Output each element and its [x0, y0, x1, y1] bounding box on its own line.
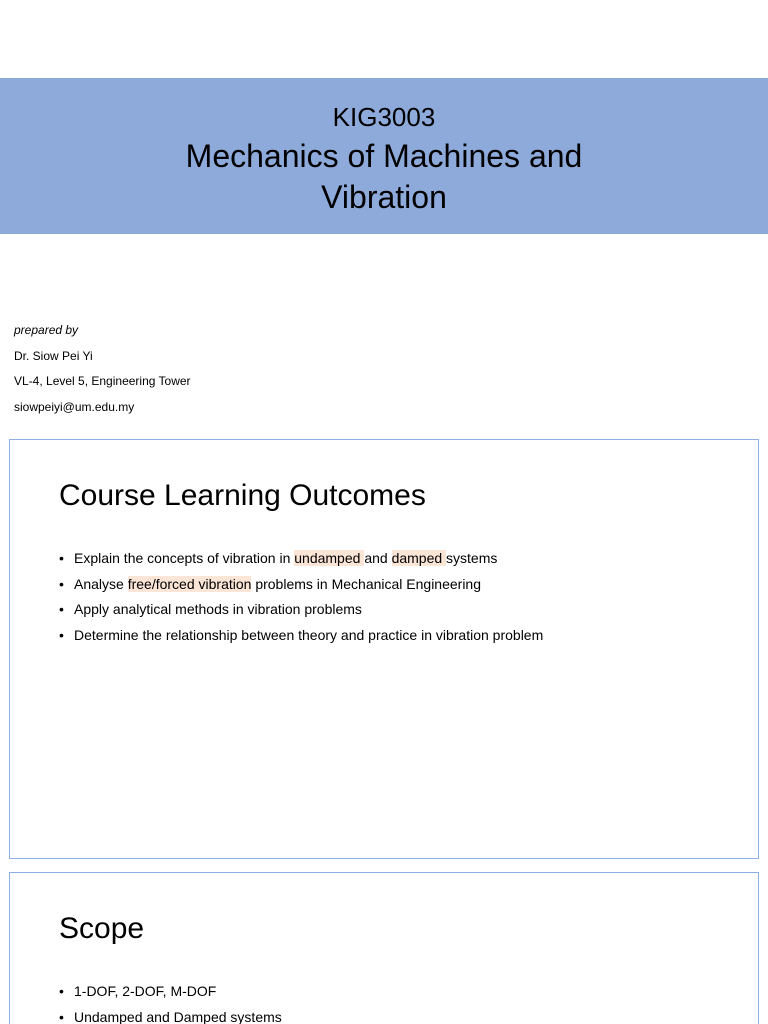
- highlight-free-forced: free/forced vibration: [127, 575, 252, 592]
- prepared-by-label: prepared by: [14, 323, 79, 337]
- clo-text: and: [364, 550, 392, 566]
- clo-text: Analyse: [74, 575, 128, 592]
- clo-text: Apply analytical methods in vibration problems: [74, 601, 362, 617]
- list-item: [59, 1007, 282, 1024]
- clo-text: problems in Mechanical Engineering: [251, 575, 482, 592]
- scope-heading: Scope: [59, 912, 145, 945]
- list-item: [59, 625, 543, 651]
- bullet-icon: •: [59, 575, 64, 592]
- scope-text: 1-DOF, 2-DOF, M-DOF: [74, 983, 217, 999]
- list-item: [59, 548, 543, 574]
- clo-heading: Course Learning Outcomes: [59, 479, 426, 512]
- scope-list: [59, 981, 282, 1024]
- clo-text: Determine the relationship between theory and practice in vibration problem: [74, 626, 544, 643]
- bullet-icon: •: [59, 601, 64, 617]
- clo-text: systems: [446, 550, 498, 566]
- author-block: [14, 322, 191, 424]
- clo-list: [59, 548, 543, 650]
- clo-text: Explain the concepts of vibration in: [74, 550, 295, 566]
- author-office: VL-4, Level 5, Engineering Tower: [14, 374, 191, 388]
- scope-slide: [9, 872, 759, 1024]
- list-item: [59, 574, 543, 600]
- clo-slide: [9, 439, 759, 859]
- bullet-icon: •: [59, 626, 64, 643]
- author-email: siowpeiyi@um.edu.my: [14, 399, 135, 414]
- highlight-damped: damped: [391, 550, 447, 566]
- highlight-undamped: undamped: [294, 550, 365, 566]
- bullet-icon: •: [59, 983, 64, 999]
- list-item: [59, 981, 282, 1007]
- scope-text: Undamped and Damped systems: [74, 1008, 282, 1024]
- course-title: Mechanics of Machines and Vibration: [185, 138, 583, 215]
- bullet-icon: •: [59, 1008, 64, 1024]
- bullet-icon: •: [59, 550, 64, 566]
- course-code: KIG3003: [332, 102, 436, 132]
- author-name: Dr. Siow Pei Yi: [14, 348, 93, 363]
- list-item: [59, 599, 543, 625]
- title-band: [0, 78, 768, 234]
